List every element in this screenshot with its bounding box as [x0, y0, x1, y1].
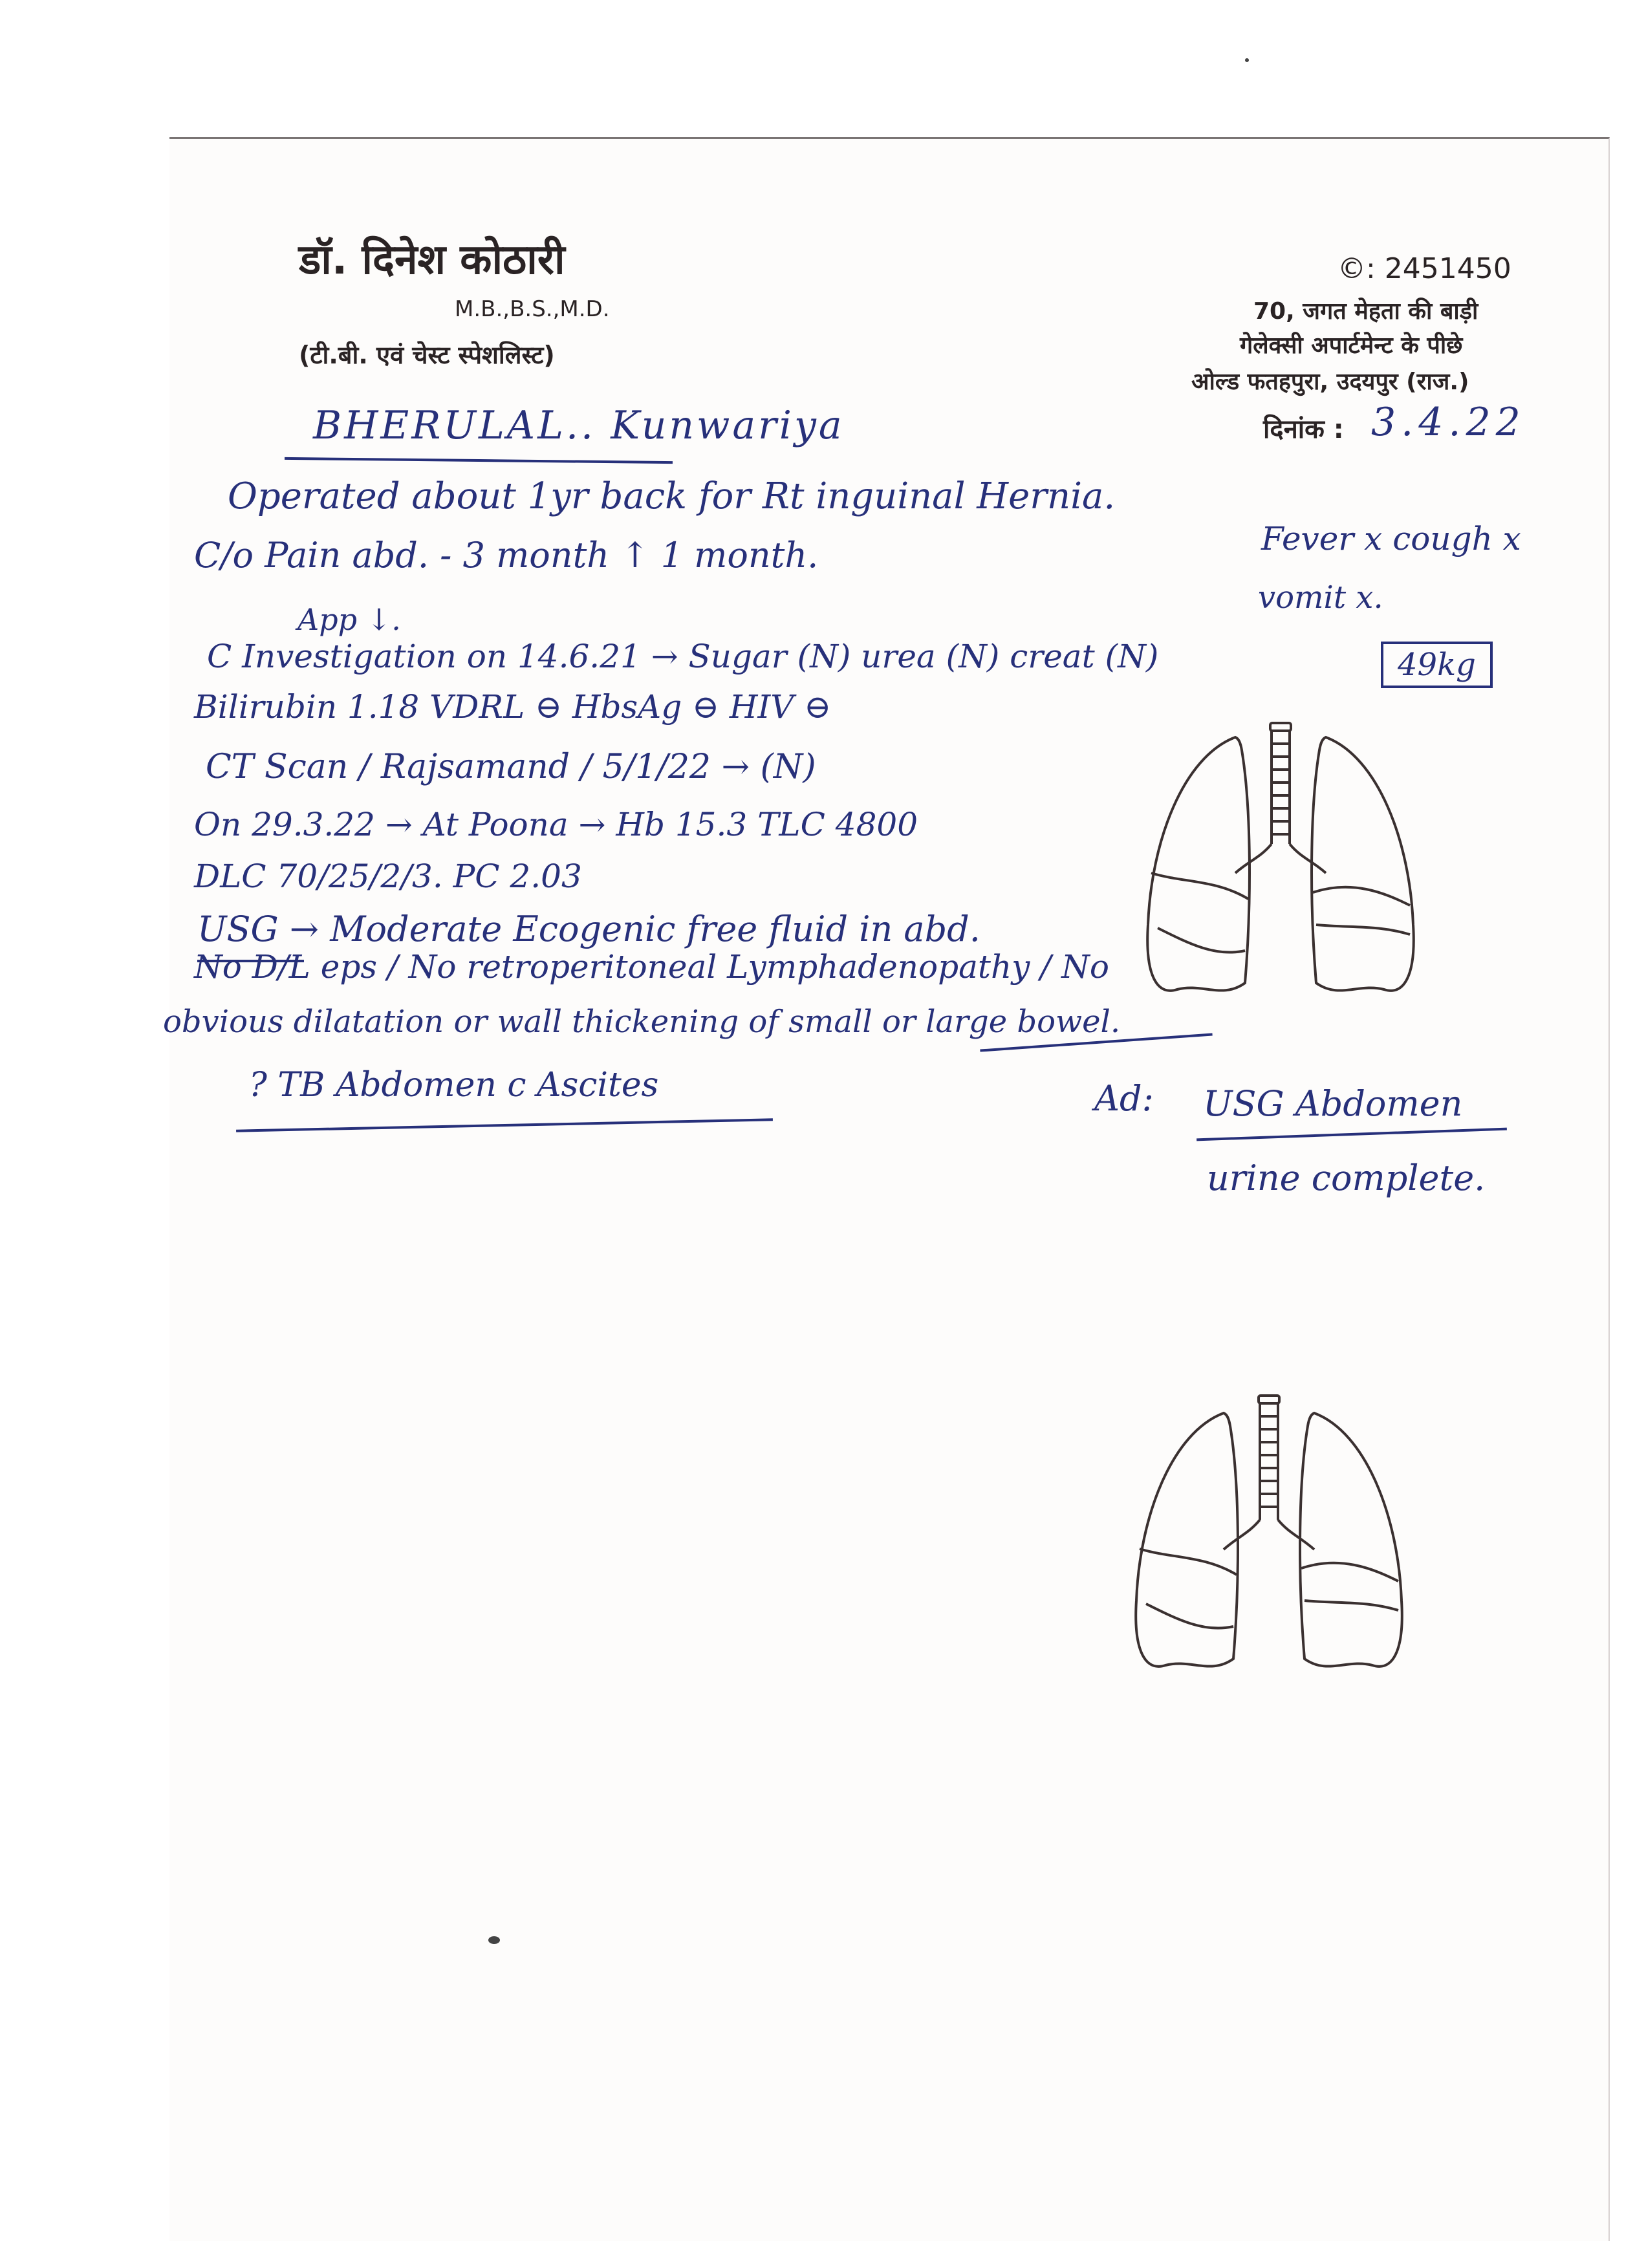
date-label: दिनांक :: [1263, 415, 1344, 444]
history-line-2: C/o Pain abd. - 3 month ↑ 1 month.: [194, 535, 819, 576]
weight-box: 49kg: [1381, 642, 1493, 688]
investigations-line: C Investigation on 14.6.21 → Sugar (N) urea (N) creat (N): [207, 638, 1159, 675]
doctor-specialty: (टी.बी. एवं चेस्ट स्पेशलिस्ट): [299, 341, 555, 369]
usg-line: USG → Moderate Ecogenic free fluid in abd.: [197, 909, 980, 949]
paper-speck: [488, 1936, 500, 1944]
clinic-address-line2: गेलेक्सी अपार्टमेन्ट के पीछे: [1240, 332, 1463, 359]
blood-report-line: On 29.3.22 → At Poona → Hb 15.3 TLC 4800: [194, 806, 918, 843]
advice-label: Ad:: [1094, 1078, 1154, 1119]
appetite-note: App ↓.: [298, 602, 401, 637]
provisional-diagnosis: ? TB Abdomen c Ascites: [249, 1066, 659, 1105]
clinic-address-line3: ओल्ड फतहपुरा, उदयपुर (राज.): [1191, 369, 1469, 395]
side-note-fever-cough: Fever x cough x: [1261, 520, 1521, 557]
advice-usg-abdomen: USG Abdomen: [1203, 1083, 1463, 1124]
advice-urine-complete: urine complete.: [1207, 1158, 1486, 1198]
lungs-diagram-upper: [1138, 711, 1423, 1015]
prescription-date: 3.4.22: [1371, 400, 1526, 445]
history-line-1: Operated about 1yr back for Rt inguinal Hernia.: [228, 475, 1116, 517]
paper-speck: [1245, 58, 1249, 62]
usg-findings-line-1: No D/L eps / No retroperitoneal Lymphadenopathy / No: [194, 948, 1109, 986]
serology-line: Bilirubin 1.18 VDRL ⊖ HbsAg ⊖ HIV ⊖: [194, 688, 832, 726]
clinic-phone: ©: 2451450: [1337, 252, 1511, 285]
ct-scan-line: CT Scan / Rajsamand / 5/1/22 → (N): [206, 748, 816, 786]
lungs-diagram-lower: [1127, 1390, 1411, 1694]
patient-name: BHERULAL.. Kunwariya: [313, 403, 845, 448]
side-note-vomit: vomit x.: [1258, 579, 1383, 616]
clinic-address-line1: 70, जगत मेहता की बाड़ी: [1253, 298, 1478, 325]
dlc-line: DLC 70/25/2/3. PC 2.03: [194, 858, 582, 895]
doctor-degrees: M.B.,B.S.,M.D.: [455, 296, 610, 322]
doctor-name: डॉ. दिनेश कोठारी: [299, 236, 565, 284]
usg-findings-line-2: obvious dilatation or wall thickening of small or large bowel.: [163, 1004, 1121, 1040]
